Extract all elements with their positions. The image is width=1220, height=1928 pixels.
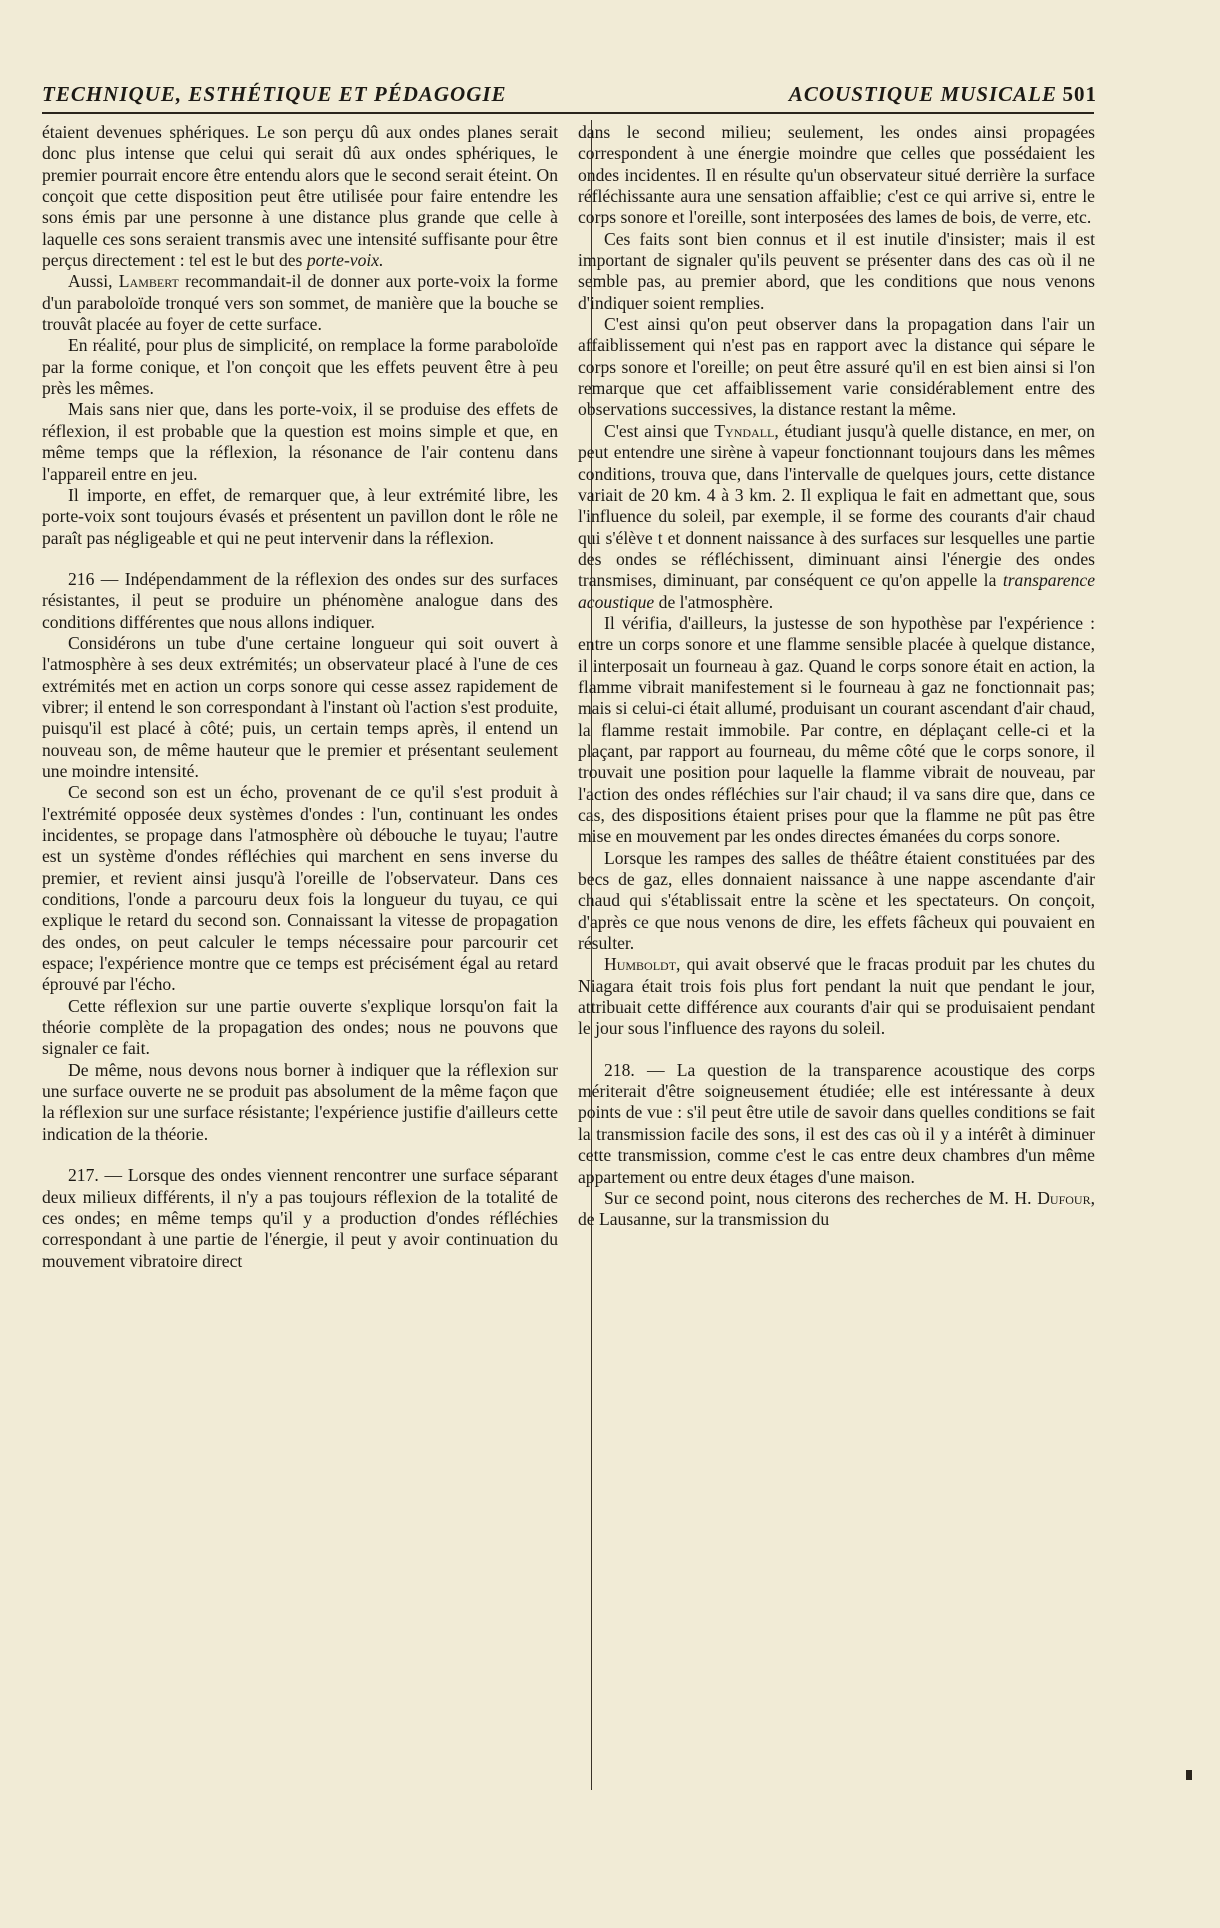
- author-name: Lambert: [118, 271, 179, 292]
- paragraph: De même, nous devons nous borner à indiquer que la réflexion sur une surface ouverte ne se produit pas absolument de la même façon que la réflexion sur une surface résistante; l'expérience justifie d'ailleurs cette indication de la théorie.: [42, 1059, 558, 1144]
- author-name: Humboldt,: [604, 954, 681, 975]
- page-number: 501: [1062, 82, 1097, 106]
- paragraph: Ces faits sont bien connus et il est inutile d'insister; mais il est important de signaler qu'ils peuvent se présenter dans des cas où il ne semble pas, au premier abord, que les conditions que nous venons d'indiquer soient remplies.: [578, 228, 1095, 313]
- page-edge-mark: [1186, 1770, 1192, 1780]
- paragraph: Mais sans nier que, dans les porte-voix, il se produise des effets de réflexion, il est probable que la question est moins simple et que, en même temps que la réflexion, la résonance de l'air contenu dans l'appareil entre en jeu.: [42, 399, 558, 484]
- right-column: [578, 122, 1095, 1231]
- left-column: [42, 122, 558, 1272]
- author-name: Dufour,: [1037, 1187, 1095, 1208]
- paragraph: dans le second milieu; seulement, les ondes ainsi propagées correspondent à une énergie moindre que celles que possédaient les ondes incidentes. Il en résulte qu'un observateur situé derrière la surface réfléchissante aura une sensation affaiblie; c'est ce qui arrive si, entre le corps sonore et l'oreille, sont interposées des lames de bois, de verre, etc.: [578, 122, 1095, 228]
- paragraph: Humboldt, qui avait observé que le fracas produit par les chutes du Niagara était trois fois plus fort pendant la nuit que pendant le jour, attribuait cette différence aux courants d'air qui se produisaient pendant le jour sous l'influence des rayons du soleil.: [578, 954, 1095, 1039]
- section-216-paragraph: 216 — Indépendamment de la réflexion des ondes sur des surfaces résistantes, il peut se produire un phénomène analogue dans des conditions différentes que nous allons indiquer.: [42, 568, 558, 632]
- header-section-title: TECHNIQUE, ESTHÉTIQUE ET PÉDAGOGIE: [42, 82, 507, 106]
- header-chapter-title: ACOUSTIQUE MUSICALE: [788, 82, 1057, 106]
- paragraph: étaient devenues sphériques. Le son perçu dû aux ondes planes serait donc plus intense que celui qui serait dû aux ondes sphériques, le premier pourrait encore être entendu alors que le second serait éteint. On conçoit que cette disposition peut être utilisée pour faire entendre les sons émis par une personne à une distance plus grande que celle à laquelle ces sons seraient transmis avec une intensité suffisante pour être perçus directement : tel est le but des porte-voix.: [42, 122, 558, 271]
- paragraph: Ce second son est un écho, provenant de ce qu'il s'est produit à l'extrémité opposée deux systèmes d'ondes : l'un, continuant les ondes incidentes, se propage dans l'atmosphère où débouche le tuyau; l'autre est un système d'ondes réfléchies qui marchent en sens inverse du premier, et revient ainsi jusqu'à l'oreille de l'observateur. Dans ces conditions, l'onde a parcouru deux fois la longueur du tuyau, ce qui explique le retard du second son. Connaissant la vitesse de propagation des ondes, on peut calculer le temps nécessaire pour parcourir cet espace; l'expérience montre que ce temps est précisément égal au retard éprouvé par l'écho.: [42, 782, 558, 995]
- paragraph: Sur ce second point, nous citerons des recherches de M. H. Dufour, de Lausanne, sur la transmission du: [578, 1187, 1095, 1230]
- section-217-paragraph: 217. — Lorsque des ondes viennent rencontrer une surface séparant deux milieux différents, il n'y a pas toujours réflexion de la totalité de ces ondes; en même temps qu'il y a production d'ondes réfléchies correspondant à une partie de l'énergie, il peut y avoir continuation du mouvement vibratoire direct: [42, 1165, 558, 1271]
- italic-term: transparence acoustique: [578, 570, 1095, 612]
- paragraph: Il importe, en effet, de remarquer que, à leur extrémité libre, les porte-voix sont toujours évasés et présentent un pavillon dont le rôle ne paraît pas négligeable et qui ne peut intervenir dans la réflexion.: [42, 484, 558, 548]
- author-name: Tyndall,: [714, 420, 779, 441]
- header-rule: [42, 112, 1094, 114]
- running-header: [42, 82, 1097, 112]
- paragraph: Aussi, Lambert recommandait-il de donner aux porte-voix la forme d'un paraboloïde tronqué vers son sommet, de manière que la bouche se trouvât placée au foyer de cette surface.: [42, 271, 558, 335]
- section-218-paragraph: 218. — La question de la transparence acoustique des corps mériterait d'être soigneusement étudiée; elle est intéressante à deux points de vue : s'il peut être utile de savoir dans quelles conditions se fait la transmission facile des sons, il est des cas où il y a intérêt à diminuer cette transmission, comme c'est le cas entre deux chambres d'un même appartement ou entre deux étages d'une maison.: [578, 1059, 1095, 1187]
- paragraph: C'est ainsi qu'on peut observer dans la propagation dans l'air un affaiblissement qui n'est pas en rapport avec la distance qui sépare le corps sonore et l'oreille; on peut être assuré qu'il en est bien ainsi si l'on remarque que cet affaiblissement varie considérablement entre des observations successives, la distance restant la même.: [578, 314, 1095, 420]
- paragraph: Il vérifia, d'ailleurs, la justesse de son hypothèse par l'expérience : entre un corps sonore et une flamme sensible placée à quelque distance, il interposait un fourneau à gaz. Quand le corps sonore était en action, la flamme vibrait manifestement si le fourneau à gaz ne fonctionnait pas; mais si celui-ci était allumé, produisant un courant ascendant d'air chaud, la flamme restait immobile. Par contre, en déplaçant celle-ci et la plaçant, par rapport au fourneau, du même côté que le corps sonore, il trouvait une position pour laquelle la flamme vibrait de nouveau, par l'action des ondes réfléchies sur l'air chaud; il va sans dire que, dans ce cas, des dispositions étaient prises pour que la flamme ne pût pas être mise en mouvement par les ondes directes émanées du corps sonore.: [578, 612, 1095, 847]
- paragraph: Cette réflexion sur une partie ouverte s'explique lorsqu'on fait la théorie complète de la propagation des ondes; nous ne pouvons que signaler ce fait.: [42, 995, 558, 1059]
- paragraph: Considérons un tube d'une certaine longueur qui soit ouvert à l'atmosphère à ses deux extrémités; un observateur placé à l'une de ces extrémités met en action un corps sonore qui cesse assez rapidement de vibrer; il entend le son correspondant à l'instant où l'action s'est produite, puisqu'il est placé à côté; puis, un certain temps après, il entend un nouveau son, de même hauteur que le premier et présentant seulement une moindre intensité.: [42, 632, 558, 781]
- paragraph: C'est ainsi que Tyndall, étudiant jusqu'à quelle distance, en mer, on peut entendre une sirène à vapeur fonctionnant toujours dans les mêmes conditions, trouva que, dans l'intervalle de quelques jours, cette distance variait de 20 km. 4 à 3 km. 2. Il expliqua le fait en admettant que, sous l'influence du soleil, par exemple, il se forme des courants d'air chaud qui s'élève t et donnent naissance à des surfaces sur lesquelles une partie des ondes se réfléchissent, diminuant ainsi l'énergie des ondes transmises, diminuant, par conséquent ce qu'on appelle la transparence acoustique de l'atmosphère.: [578, 420, 1095, 612]
- paragraph: En réalité, pour plus de simplicité, on remplace la forme paraboloïde par la forme conique, et l'on conçoit que les effets peuvent être à peu près les mêmes.: [42, 335, 558, 399]
- paragraph: Lorsque les rampes des salles de théâtre étaient constituées par des becs de gaz, elles donnaient naissance à une nappe ascendante d'air chaud qui s'établissait entre la scène et les spectateurs. On conçoit, d'après ce que nous venons de dire, les effets fâcheux qui pouvaient en résulter.: [578, 847, 1095, 954]
